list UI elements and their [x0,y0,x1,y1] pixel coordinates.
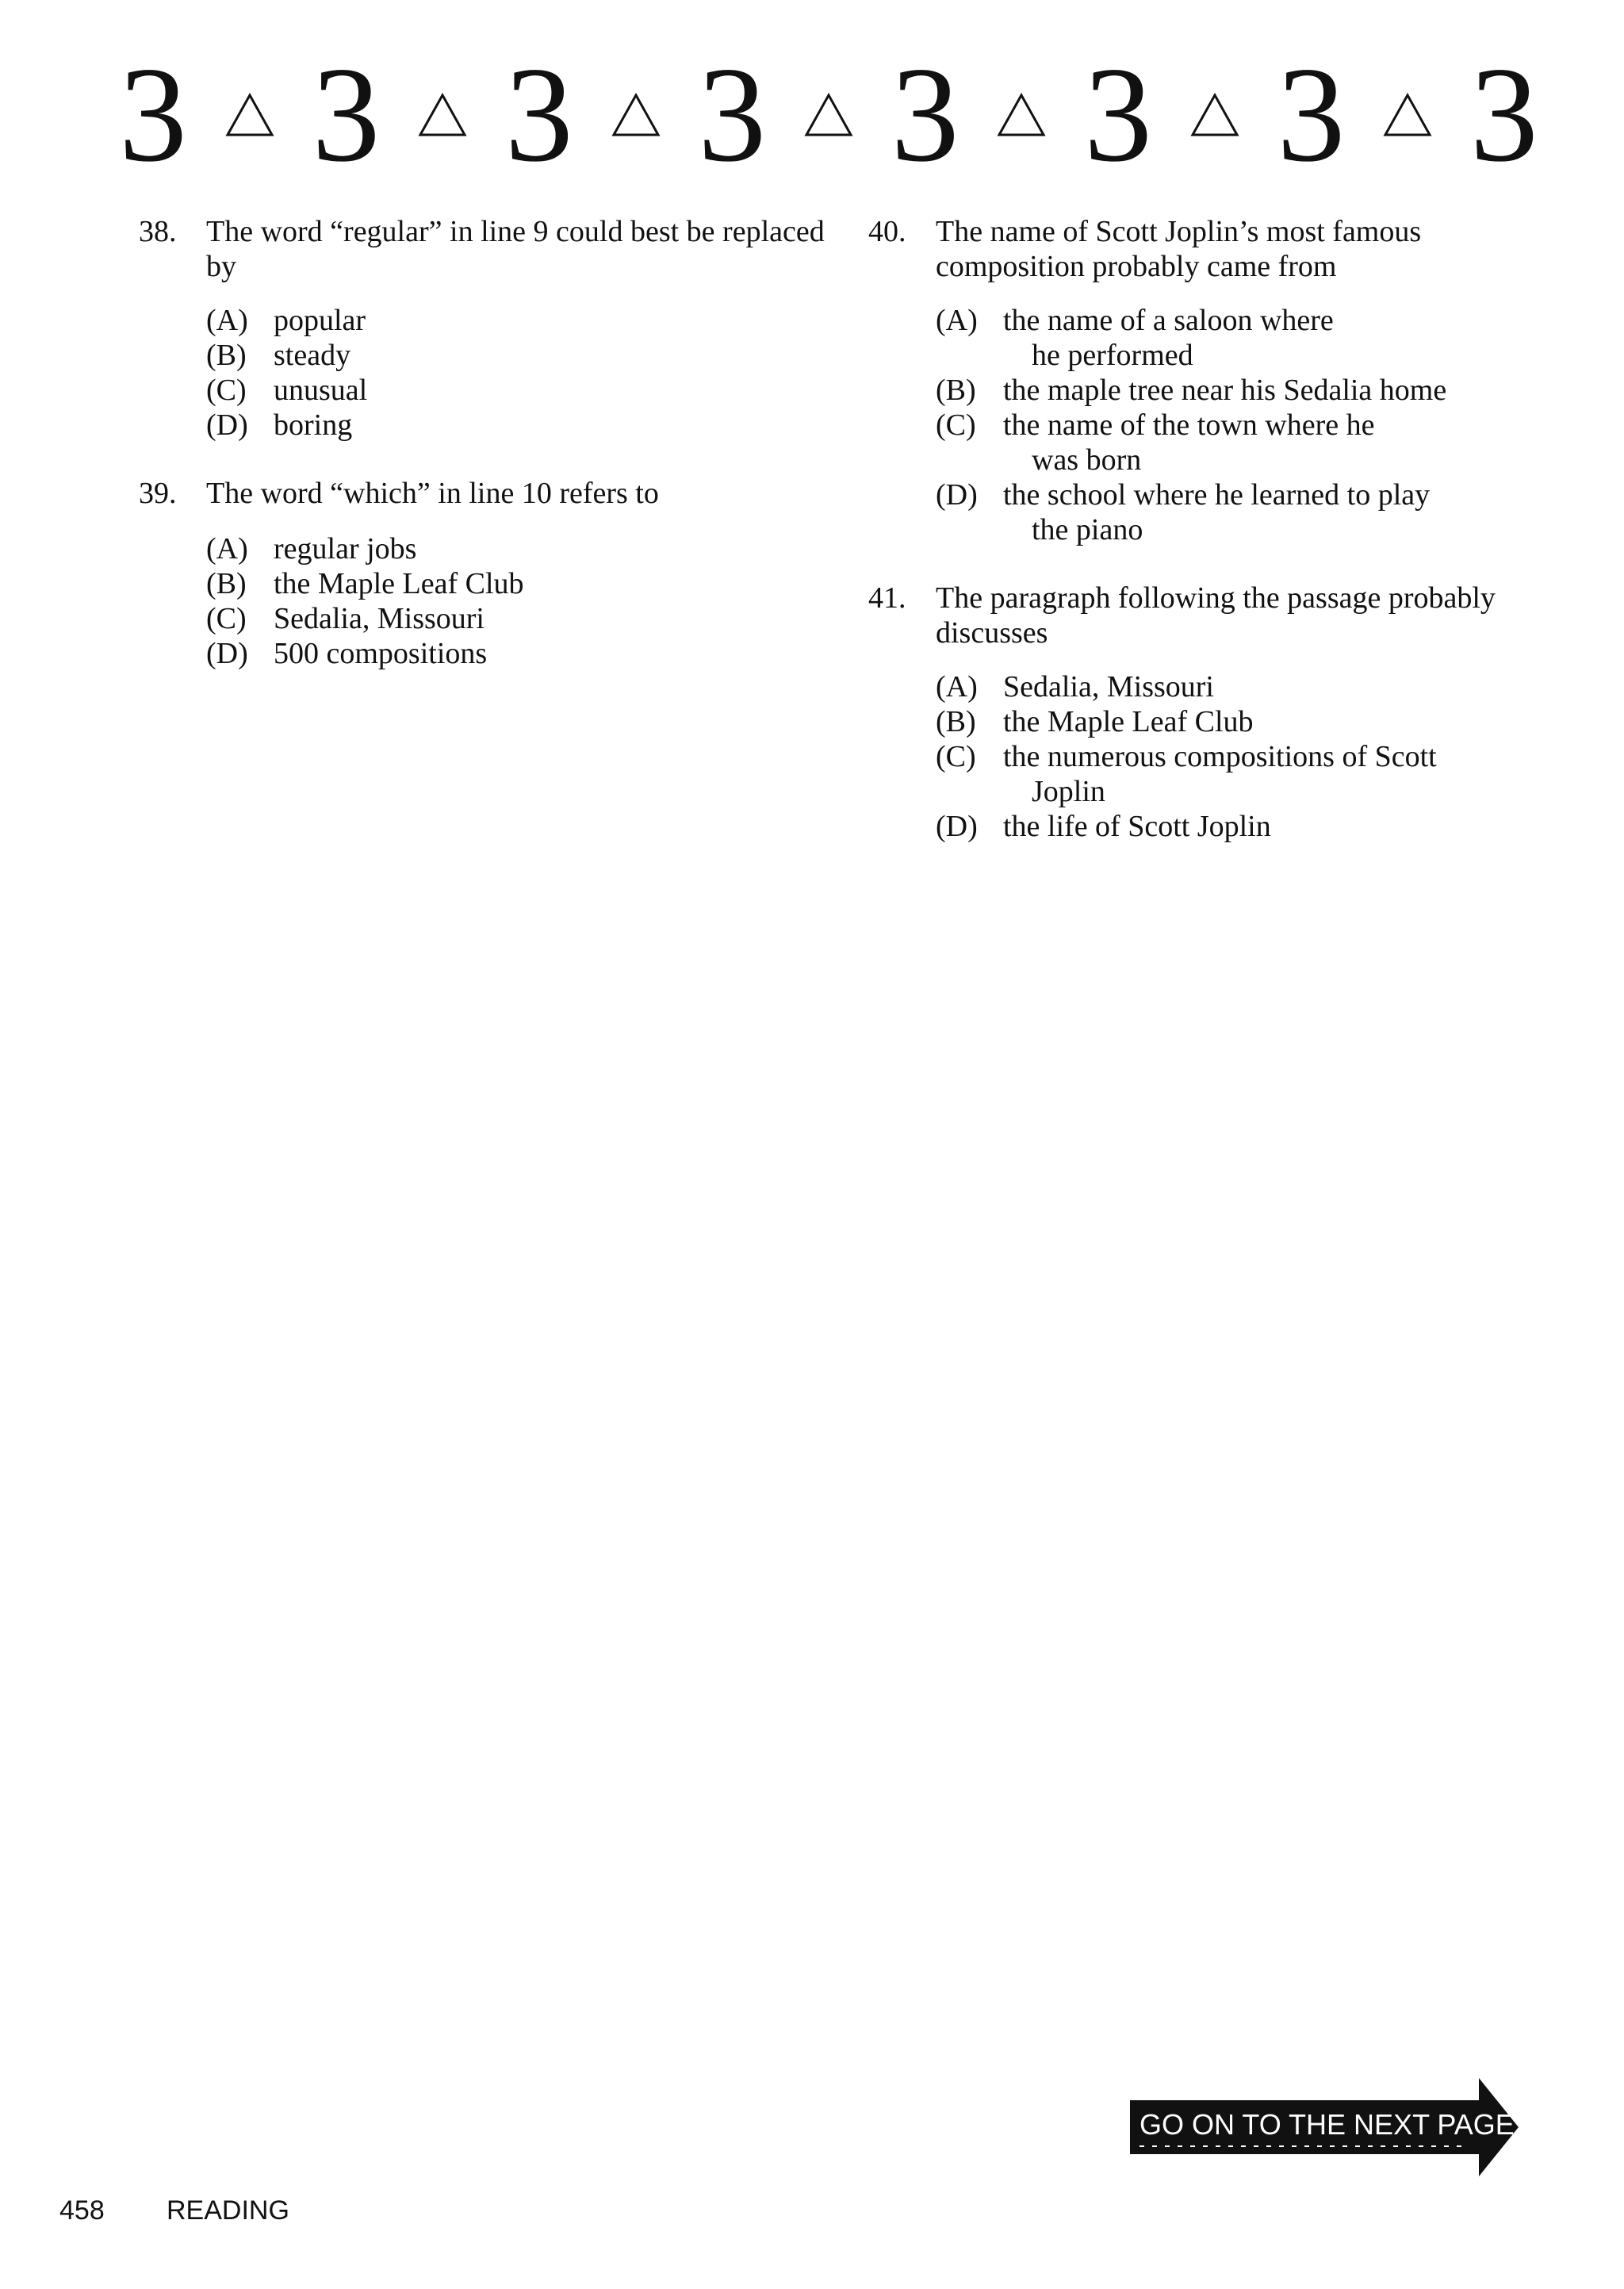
option-label: (D) [206,637,248,670]
question-41 [868,581,1526,844]
triangle-outline-icon [418,93,467,137]
option-label: (B) [936,705,976,738]
go-next-label: GO ON TO THE NEXT PAGE [1139,2108,1515,2141]
section-number: 3 [1084,40,1153,190]
answer-option-c[interactable] [936,739,1526,809]
question-stem: The name of Scott Joplin’s most famous composition probably came from [936,215,1422,283]
go-on-next-page-button[interactable] [1130,2078,1519,2176]
answer-option-b[interactable] [936,704,1526,739]
option-text: the maple tree near his Sedalia home [1003,374,1447,407]
answer-option-a[interactable] [206,531,837,566]
answer-option-c[interactable] [206,601,837,636]
option-label: (D) [206,408,248,442]
option-text: popular [274,304,366,337]
question-stem: The paragraph following the passage probably discusses [936,581,1496,650]
page-footer [59,2195,289,2226]
option-text: the Maple Leaf Club [1003,705,1254,738]
option-text: the life of Scott Joplin [1003,810,1271,843]
section-number: 3 [891,40,959,190]
question-number: 38. [139,215,177,248]
option-text: regular jobs [274,532,417,566]
option-text: Sedalia, Missouri [274,602,485,635]
triangle-outline-icon [1190,93,1239,137]
answer-option-c[interactable] [936,408,1526,477]
triangle-outline-icon [1383,93,1432,137]
answer-option-d[interactable] [936,477,1526,547]
answer-option-c[interactable] [206,373,837,408]
page-number: 458 [59,2195,105,2226]
question-stem: The word “regular” in line 9 could best be replaced by [206,215,825,283]
answer-option-d[interactable] [206,636,837,671]
option-label: (C) [206,374,247,407]
section-number: 3 [312,40,381,190]
option-text: steady [274,339,351,372]
triangle-outline-icon [804,93,853,137]
triangle-outline-icon [997,93,1046,137]
answer-options [139,303,837,443]
option-text: unusual [274,374,368,407]
option-text: Sedalia, Missouri [1003,670,1214,704]
option-text: the name of the town where he [1003,408,1375,442]
section-name: READING [167,2195,289,2226]
section-number: 3 [504,40,573,190]
option-text: the numerous compositions of Scott [1003,740,1437,773]
section-number: 3 [119,40,187,190]
option-text: the name of a saloon where [1003,304,1334,337]
option-text: 500 compositions [274,637,488,670]
question-number: 39. [139,477,177,510]
answer-options [868,303,1526,547]
option-text-continued: he performed [1032,339,1193,372]
triangle-outline-icon [611,93,661,137]
triangle-outline-icon [225,93,274,137]
question-39 [139,476,837,671]
option-text: the school where he learned to play [1003,478,1431,512]
option-label: (B) [206,567,247,600]
option-label: (A) [936,670,978,704]
answer-option-b[interactable] [936,373,1526,408]
answer-options [139,531,837,671]
option-label: (C) [206,602,247,635]
question-number: 41. [868,581,906,615]
option-label: (A) [936,304,978,337]
answer-option-b[interactable] [206,338,837,373]
left-column [139,214,837,704]
option-label: (D) [936,810,978,843]
option-label: (C) [936,408,976,442]
question-number: 40. [868,215,906,248]
section-number: 3 [1469,40,1538,190]
option-text-continued: Joplin [1032,775,1105,808]
section-number: 3 [698,40,767,190]
question-stem: The word “which” in line 10 refers to [206,477,659,510]
answer-option-a[interactable] [936,303,1526,373]
option-text: the Maple Leaf Club [274,567,524,600]
section-number: 3 [1277,40,1346,190]
option-text-continued: the piano [1032,513,1143,546]
question-40 [868,214,1526,547]
option-label: (C) [936,740,976,773]
question-38 [139,214,837,443]
answer-options [868,669,1526,844]
answer-option-d[interactable] [936,809,1526,844]
option-label: (B) [936,374,976,407]
answer-option-b[interactable] [206,566,837,601]
option-text: boring [274,408,353,442]
section-banner [119,40,1538,190]
option-label: (D) [936,478,978,512]
answer-option-a[interactable] [936,669,1526,704]
right-column [868,214,1526,877]
option-label: (A) [206,304,248,337]
option-label: (B) [206,339,247,372]
option-text-continued: was born [1032,443,1142,477]
option-label: (A) [206,532,248,566]
answer-option-d[interactable] [206,408,837,443]
answer-option-a[interactable] [206,303,837,338]
